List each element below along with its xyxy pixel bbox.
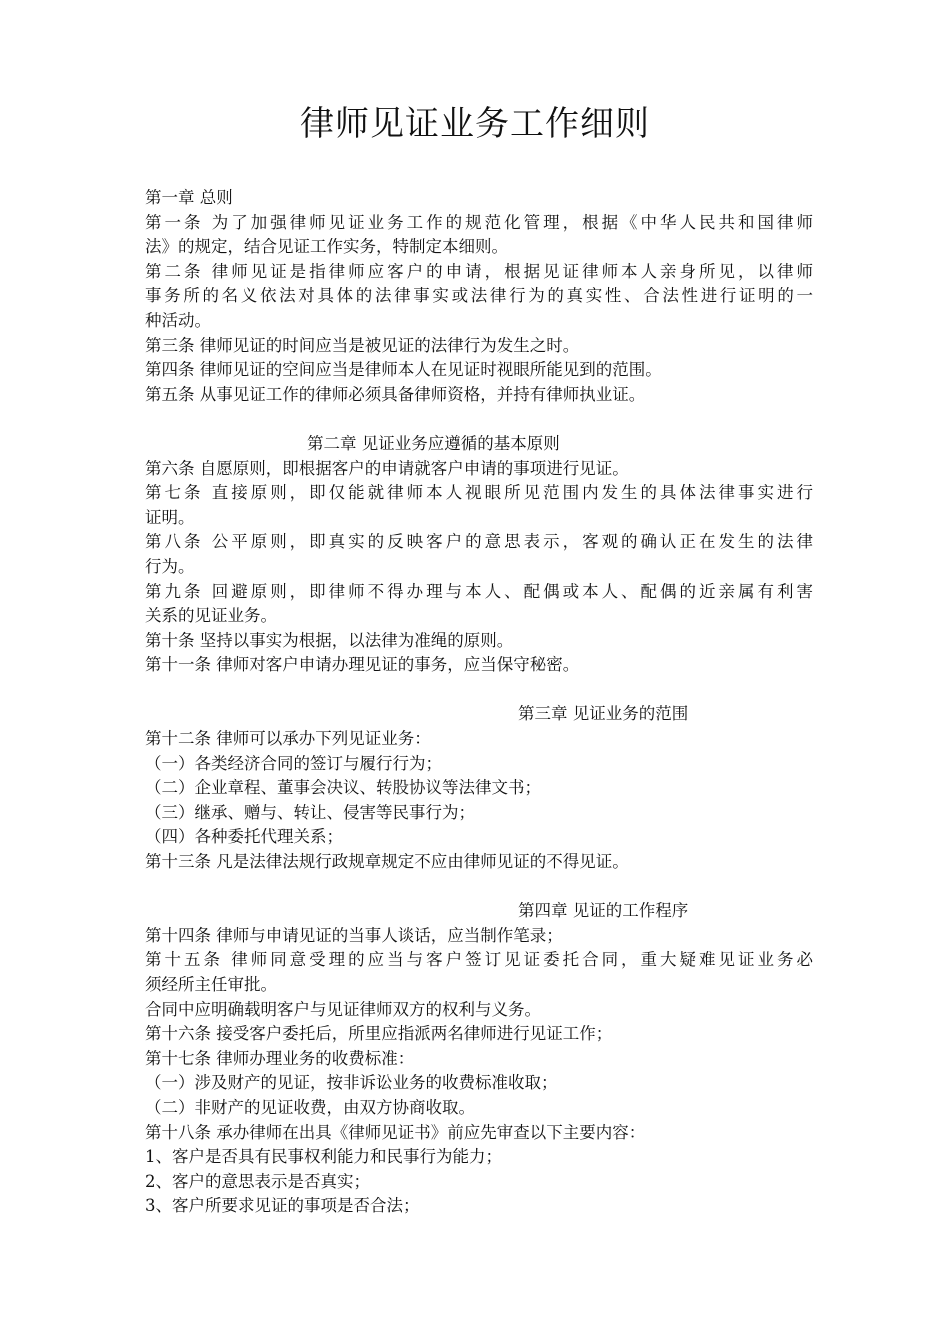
article-line: 第十四条 律师与申请见证的当事人谈话，应当制作笔录； bbox=[145, 925, 563, 945]
article-line: 行为。 bbox=[145, 556, 195, 576]
blank-line bbox=[145, 875, 813, 900]
article-line: 关系的见证业务。 bbox=[145, 606, 277, 626]
article-line: 第九条 回避原则，即律师不得办理与本人、配偶或本人、配偶的近亲属有利害 bbox=[145, 581, 813, 601]
article-line: 事务所的名义依法对具体的法律事实或法律行为的真实性、合法性进行证明的一 bbox=[145, 286, 813, 306]
chapter-heading-2: 第二章 见证业务应遵循的基本原则 bbox=[307, 433, 560, 453]
article-line: 种活动。 bbox=[145, 310, 211, 330]
article-line: 第六条 自愿原则，即根据客户的申请就客户申请的事项进行见证。 bbox=[145, 458, 629, 478]
list-item: （一）涉及财产的见证，按非诉讼业务的收费标准收取； bbox=[145, 1073, 558, 1093]
chapter-heading-4: 第四章 见证的工作程序 bbox=[518, 901, 689, 921]
article-line: 第十一条 律师对客户申请办理见证的事务，应当保守秘密。 bbox=[145, 655, 580, 675]
article-line: 法》的规定，结合见证工作实务，特制定本细则。 bbox=[145, 237, 508, 257]
list-item: （二）非财产的见证收费，由双方协商收取。 bbox=[145, 1097, 475, 1117]
article-line: 第八条 公平原则，即真实的反映客户的意思表示，客观的确认正在发生的法律 bbox=[145, 532, 813, 552]
article-line: 第十七条 律师办理业务的收费标准： bbox=[145, 1048, 415, 1068]
list-item: 1、客户是否具有民事权利能力和民事行为能力； bbox=[145, 1147, 502, 1167]
blank-line bbox=[145, 678, 813, 703]
list-item: （二）企业章程、董事会决议、转股协议等法律文书； bbox=[145, 778, 541, 798]
article-line: 第十二条 律师可以承办下列见证业务： bbox=[145, 729, 431, 749]
document-title: 律师见证业务工作细则 bbox=[300, 104, 650, 144]
list-item: （四）各种委托代理关系； bbox=[145, 827, 343, 847]
article-line: 须经所主任审批。 bbox=[145, 975, 277, 994]
article-line: 第二条 律师见证是指律师应客户的申请，根据见证律师本人亲身所见，以律师 bbox=[145, 261, 813, 281]
chapter-heading-1: 第一章 总则 bbox=[145, 188, 233, 207]
list-item: 3、客户所要求见证的事项是否合法； bbox=[145, 1196, 420, 1216]
article-line: 第一条 为了加强律师见证业务工作的规范化管理，根据《中华人民共和国律师 bbox=[145, 212, 813, 232]
list-item: （三）继承、赠与、转让、侵害等民事行为； bbox=[145, 802, 475, 822]
article-line: 第十五条 律师同意受理的应当与客户签订见证委托合同，重大疑难见证业务必 bbox=[145, 950, 813, 970]
article-line: 第三条 律师见证的时间应当是被见证的法律行为发生之时。 bbox=[145, 335, 580, 355]
article-line: 第十八条 承办律师在出具《律师见证书》前应先审查以下主要内容： bbox=[145, 1122, 646, 1142]
document-body bbox=[145, 186, 813, 1219]
list-item: （一）各类经济合同的签订与履行行为； bbox=[145, 753, 442, 773]
article-line: 证明。 bbox=[145, 507, 195, 527]
article-line: 第十条 坚持以事实为根据，以法律为准绳的原则。 bbox=[145, 630, 514, 650]
chapter-heading-3: 第三章 见证业务的范围 bbox=[518, 704, 689, 724]
article-line: 第七条 直接原则，即仅能就律师本人视眼所见范围内发生的具体法律事实进行 bbox=[145, 483, 813, 503]
article-line: 第十三条 凡是法律法规行政规章规定不应由律师见证的不得见证。 bbox=[145, 852, 629, 872]
article-line: 第四条 律师见证的空间应当是律师本人在见证时视眼所能见到的范围。 bbox=[145, 360, 662, 380]
article-line: 第五条 从事见证工作的律师必须具备律师资格，并持有律师执业证。 bbox=[145, 384, 646, 404]
article-line: 第十六条 接受客户委托后，所里应指派两名律师进行见证工作； bbox=[145, 1024, 613, 1044]
list-item: 2、客户的意思表示是否真实； bbox=[145, 1171, 370, 1191]
blank-line bbox=[145, 407, 813, 432]
article-line: 合同中应明确载明客户与见证律师双方的权利与义务。 bbox=[145, 999, 541, 1019]
